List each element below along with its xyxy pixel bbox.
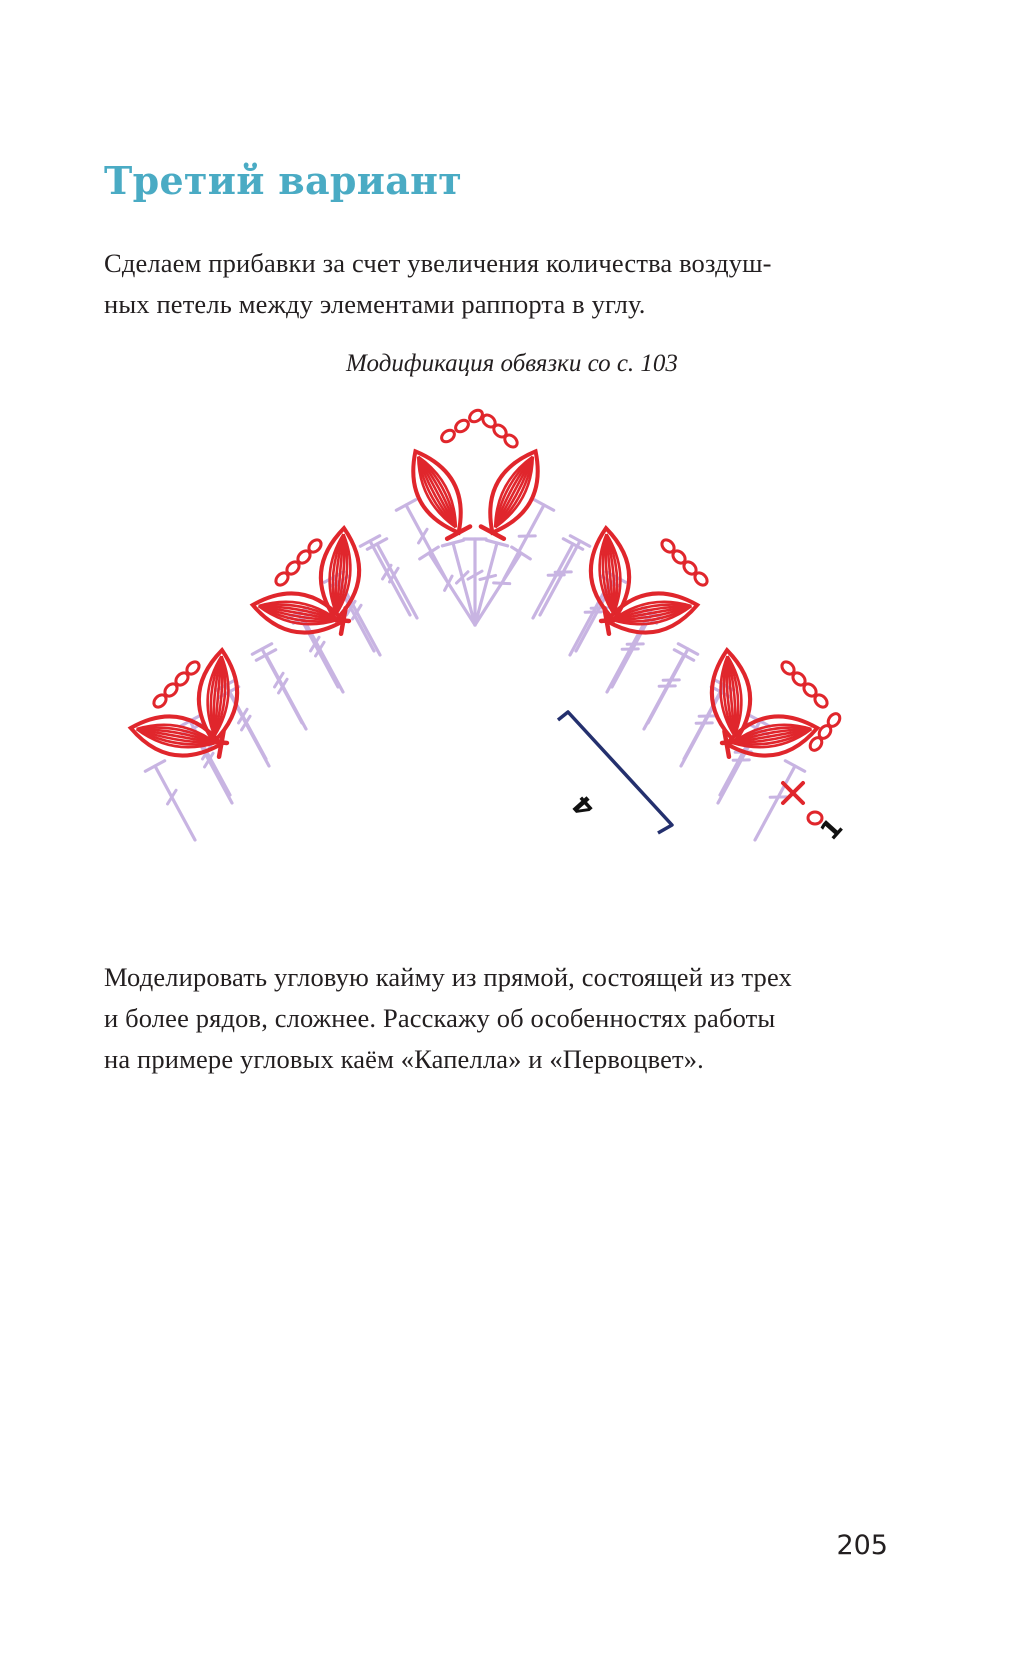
stitch-slash (419, 529, 428, 543)
petal-strand (492, 455, 533, 527)
chain-stitch (491, 423, 508, 440)
stitch-top-bar (486, 540, 507, 546)
petal-strand (259, 599, 339, 620)
petal-cap (341, 608, 346, 634)
petal-strand (257, 606, 337, 627)
petal-strand (731, 719, 812, 743)
stitch-top-bar (180, 716, 199, 726)
petal-strand (733, 729, 814, 753)
chain-stitch (467, 408, 484, 424)
double-crochet-symbol (180, 716, 230, 795)
double-crochet-symbol (504, 500, 554, 579)
stitch-top-bar (324, 572, 343, 582)
chain-stitch (307, 538, 324, 555)
stitch-top-bar (145, 761, 164, 771)
stitch-slash (468, 571, 482, 579)
petal-strand (257, 606, 338, 630)
stitch-top-bar (711, 687, 730, 697)
stitch-stem (648, 649, 688, 723)
chart-caption: Модификация обвязки со с. 103 (346, 350, 678, 377)
petal-strand (732, 726, 811, 743)
petal-strand (409, 457, 455, 532)
petal-strand (495, 457, 539, 531)
double-crochet-symbol (293, 613, 343, 692)
chain-stitch (660, 538, 677, 555)
double-crochet-symbol (288, 608, 338, 687)
chain-stitch (817, 723, 833, 740)
chain-stitch (813, 693, 830, 710)
double-crochet-symbol (330, 576, 380, 655)
stitch-stem (190, 721, 230, 795)
petal-strand (486, 452, 532, 527)
stitch-top-bar (442, 540, 463, 546)
petal-strand (613, 606, 693, 627)
stitch-top-bar (748, 724, 767, 734)
petal-strand (211, 656, 221, 736)
stitch-slash (494, 583, 510, 584)
stitch-top-bar (420, 547, 439, 559)
stitch-stem (684, 685, 724, 759)
stitch-stem (334, 577, 374, 651)
double-crochet-symbol (684, 680, 734, 759)
chain-stitch (174, 671, 191, 688)
double-crochet-symbol (540, 536, 590, 615)
petal-strand (717, 656, 734, 737)
petal-strand (613, 606, 692, 620)
petal-strand (137, 729, 216, 743)
petal-strand (733, 729, 812, 746)
double-crochet-symbol (360, 536, 410, 615)
stitch-stem (155, 766, 195, 840)
stitch-stem (192, 729, 232, 803)
chain-stitch (502, 433, 519, 450)
stitch-slash (203, 745, 212, 759)
petal-strand (137, 719, 218, 743)
stitch-top-bar (396, 500, 415, 510)
row-markers (558, 712, 849, 846)
petal-strand (259, 603, 338, 620)
chain-stitch (682, 560, 699, 577)
petal-cap (447, 527, 470, 539)
stitch-stem (533, 544, 573, 618)
chain-stitch (152, 693, 169, 710)
chain-stitch (791, 671, 808, 688)
stitch-stem (681, 692, 721, 766)
petal-strand (728, 655, 745, 736)
petal-strand (215, 656, 229, 736)
single-crochet-mark (783, 783, 803, 803)
petal-strand (495, 457, 536, 529)
chain-stitch (274, 571, 291, 588)
stitch-top-bar (512, 547, 531, 559)
stitch-slash (279, 679, 288, 693)
petal-strand (600, 534, 614, 614)
stitch-stem (262, 649, 302, 723)
double-crochet-symbol (720, 716, 770, 795)
petal-strand (721, 656, 735, 736)
petal-clusters (127, 442, 820, 762)
petal-strand (136, 729, 215, 746)
petal-strand (733, 729, 812, 743)
stitch-top-bar (785, 761, 804, 771)
double-crochet-symbol (324, 572, 374, 651)
chain-stitch (802, 682, 819, 699)
petal-strand (337, 534, 354, 615)
petal-cluster (195, 649, 241, 744)
row-label-repeat: 4 (566, 788, 602, 823)
stitch-top-bar (534, 500, 553, 510)
stitch-top-bar (606, 572, 625, 582)
petal-strand (495, 457, 541, 532)
petal-cap (323, 619, 349, 621)
petal-strand (135, 729, 215, 750)
paragraph-line: Моделировать угловую кайму из прямой, состоящей из трех (104, 962, 792, 992)
petal-strand (258, 606, 337, 623)
stitch-top-bar (714, 680, 733, 690)
petal-cluster (317, 527, 363, 622)
stitch-stem (298, 613, 338, 687)
petal-cap (604, 608, 609, 634)
stitch-stem (540, 541, 580, 615)
stitch-slash (347, 601, 356, 615)
petal-strand (418, 455, 459, 527)
intro-paragraph (104, 243, 904, 325)
petal-cluster (399, 442, 476, 541)
double-crochet-symbol (464, 539, 486, 625)
chain-stitch (693, 571, 710, 588)
petal-strand (215, 656, 222, 736)
stitch-stem (303, 618, 343, 692)
petal-strand (728, 656, 738, 736)
petal-cap (219, 731, 224, 757)
petal-strand (733, 729, 813, 750)
petal-cap (601, 619, 627, 621)
petal-strand (611, 599, 691, 620)
petal-strand (728, 656, 742, 736)
petal-cluster (249, 586, 346, 639)
petal-strand (728, 656, 735, 736)
petal-strand (135, 729, 216, 753)
petal-strand (596, 534, 613, 615)
stitch-stem (720, 721, 760, 795)
petal-strand (259, 606, 338, 620)
petal-outline (587, 527, 633, 622)
petal-outline (603, 586, 700, 639)
double-crochet-symbol (145, 761, 195, 840)
stitch-stem (718, 729, 758, 803)
stitch-slash (445, 576, 452, 590)
petal-strand (137, 726, 216, 743)
petal-outline (723, 709, 820, 762)
stitch-slash (480, 575, 496, 579)
chain-stitch (285, 560, 302, 577)
petal-strand (603, 534, 613, 614)
start-chain (808, 812, 822, 824)
petal-strand (337, 534, 344, 614)
stitch-stem (755, 766, 795, 840)
chain-stitch (185, 660, 202, 677)
chain-stitch (453, 418, 470, 434)
petal-cluster (587, 527, 633, 622)
stitch-stem (570, 581, 610, 655)
double-crochet-symbol (718, 724, 768, 803)
petal-strand (208, 656, 222, 736)
double-crochet-symbol (442, 540, 475, 625)
double-crochet-symbol (576, 572, 626, 651)
petal-strand (204, 655, 221, 736)
stitch-stem (644, 655, 684, 729)
petal-cluster (723, 709, 820, 762)
petal-strand (607, 533, 624, 614)
double-crochet-symbol (570, 576, 620, 655)
stitch-top-bar (367, 539, 386, 549)
double-crochet-symbol (648, 644, 698, 723)
stitch-top-bar (288, 608, 307, 618)
paragraph-line: Сделаем прибавки за счет увеличения количества воздуш- (104, 248, 772, 278)
stitch-slash (242, 716, 251, 730)
double-crochet-symbol (755, 761, 805, 840)
stitch-stem (475, 543, 497, 625)
petal-strand (612, 603, 691, 620)
stitch-slash (316, 642, 325, 656)
stitch-slash (390, 568, 399, 582)
double-crochet-symbol (219, 687, 269, 766)
double-crochet-symbol (182, 724, 232, 803)
double-crochet-symbol (533, 539, 583, 618)
stitch-stem (229, 692, 269, 766)
stitch-top-bar (637, 613, 656, 623)
petal-strand (607, 534, 614, 614)
petal-strand (412, 457, 456, 531)
stitch-stem (453, 543, 475, 625)
petal-outline (195, 649, 241, 744)
chain-stitch (671, 549, 688, 566)
stitch-top-bar (216, 680, 235, 690)
double-crochet-symbol (475, 540, 508, 625)
stitch-top-bar (750, 716, 769, 726)
chain-stitch (826, 711, 842, 728)
stitch-top-bar (219, 687, 238, 697)
stitch-top-bar (330, 576, 349, 586)
petal-strand (137, 722, 217, 743)
chain-stitch (296, 549, 313, 566)
petal-strand (495, 457, 533, 528)
single-crochet-mark (783, 783, 803, 803)
closing-paragraph (104, 957, 904, 1080)
row-label-start: 1 (814, 812, 850, 847)
petal-strand (326, 533, 343, 614)
petal-strand (259, 596, 340, 620)
stitch-top-bar (600, 576, 619, 586)
petal-strand (418, 454, 462, 528)
double-crochet-symbol (681, 687, 731, 766)
petal-strand (215, 656, 232, 737)
stitch-slash (457, 572, 468, 583)
petal-strand (330, 534, 344, 614)
stitch-stem (504, 505, 544, 579)
stitch-stem (266, 655, 306, 729)
petal-strand (607, 534, 617, 614)
petal-cap (722, 741, 748, 743)
stitch-slash (383, 565, 392, 579)
petal-outline (249, 586, 346, 639)
stitch-top-bar (674, 650, 693, 660)
petal-strand (415, 457, 456, 529)
chain-stitch (439, 428, 456, 444)
petal-strand (611, 596, 692, 620)
petal-outline (317, 527, 363, 622)
chain-stitch (780, 660, 797, 677)
petal-outline (399, 442, 476, 541)
petal-cap (724, 731, 729, 757)
stitch-top-bar (256, 650, 275, 660)
double-crochet-symbol (420, 547, 475, 625)
petal-outline (708, 649, 754, 744)
double-crochet-symbol (475, 547, 530, 625)
petal-cluster (127, 709, 224, 762)
stitch-slash (205, 753, 214, 767)
petal-strand (613, 606, 694, 630)
double-crochet-symbol (252, 644, 302, 723)
page-number: 205 (836, 1530, 888, 1561)
double-crochet-symbol (216, 680, 266, 759)
stitch-stem (429, 553, 475, 625)
stitch-slash (239, 709, 248, 723)
petal-strand (731, 722, 811, 743)
paragraph-line: и более рядов, сложнее. Расскажу об особенностях работы (104, 1003, 776, 1033)
petal-strand (337, 534, 351, 614)
stitch-stem (612, 613, 652, 687)
petal-strand (418, 452, 464, 527)
double-crochet-symbol (644, 650, 694, 729)
stitch-top-bar (642, 608, 661, 618)
section-heading: Третий вариант (104, 158, 463, 203)
petal-cluster (476, 442, 553, 541)
petal-strand (418, 457, 456, 528)
stitch-top-bar (293, 613, 312, 623)
petal-cluster (603, 586, 700, 639)
petal-strand (215, 656, 225, 736)
double-crochet-symbol (396, 500, 446, 579)
double-crochet-symbol (367, 539, 417, 618)
chain-stitch (480, 413, 497, 430)
petal-strand (724, 656, 734, 736)
stitch-top-bar (563, 539, 582, 549)
stitch-stem (377, 544, 417, 618)
stitch-top-bar (678, 644, 697, 654)
petal-strand (613, 606, 692, 623)
petal-strand (337, 534, 347, 614)
stitch-stem (576, 577, 616, 651)
stitch-top-bar (182, 724, 201, 734)
paragraph-line: на примере угловых каём «Капелла» и «Первоцвет». (104, 1044, 704, 1074)
stitch-stem (340, 581, 380, 655)
repeat-bracket (558, 712, 672, 833)
chain-stitch (808, 735, 824, 752)
petal-strand (607, 534, 621, 614)
stitch-slash (311, 637, 320, 651)
stitch-top-bar (252, 644, 271, 654)
stitch-slash (275, 673, 284, 687)
chain-loops (152, 408, 843, 753)
petal-strand (333, 534, 343, 614)
stitch-top-bar (570, 536, 589, 546)
stitch-stem (370, 541, 410, 615)
stitch-stem (607, 618, 647, 692)
petal-cap (201, 741, 227, 743)
stitch-top-bar (360, 536, 379, 546)
stitch-stem (406, 505, 446, 579)
double-crochet-symbol (612, 608, 662, 687)
stitch-stem (226, 685, 266, 759)
petal-cap (481, 527, 504, 539)
chain-stitch (163, 682, 180, 699)
petal-cluster (708, 649, 754, 744)
petal-outline (127, 709, 224, 762)
petal-strand (489, 454, 533, 528)
stitch-stem (475, 553, 521, 625)
stitch-rows (145, 500, 804, 840)
stitch-slash (353, 605, 362, 619)
double-crochet-symbol (607, 613, 657, 692)
petal-outline (476, 442, 553, 541)
double-crochet-symbol (256, 650, 306, 729)
stitch-slash (168, 790, 177, 804)
paragraph-line: ных петель между элементами раппорта в углу. (104, 289, 646, 319)
